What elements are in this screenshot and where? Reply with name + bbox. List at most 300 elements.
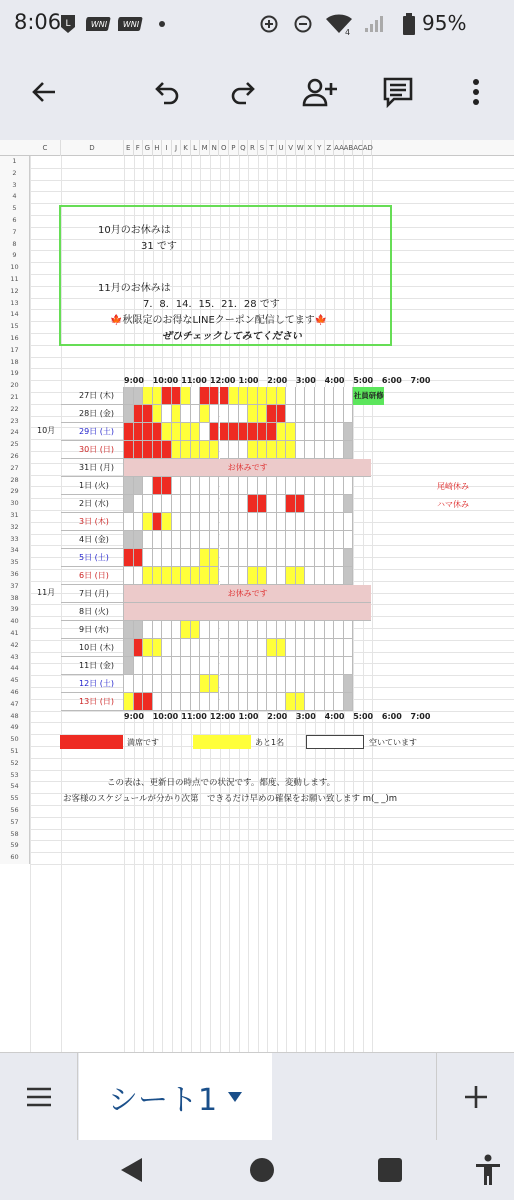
row-header[interactable]: 53 <box>0 770 30 782</box>
slot-cell[interactable] <box>248 693 258 711</box>
slot-cell[interactable] <box>162 549 172 567</box>
slot-cell[interactable] <box>124 531 134 549</box>
slot-cell[interactable] <box>200 621 210 639</box>
more-options-button[interactable] <box>454 70 498 114</box>
slot-cell[interactable] <box>162 495 172 513</box>
column-header[interactable]: Q <box>239 140 249 156</box>
slot-cell[interactable] <box>325 567 335 585</box>
slot-cell[interactable] <box>286 549 296 567</box>
column-header[interactable]: Z <box>325 140 335 156</box>
slot-cell[interactable] <box>134 657 144 675</box>
slot-cell[interactable] <box>344 405 354 423</box>
slot-cell[interactable] <box>239 657 249 675</box>
row-header[interactable]: 13 <box>0 298 30 310</box>
nav-back-button[interactable] <box>118 1156 148 1186</box>
column-header[interactable]: D <box>61 140 124 156</box>
spreadsheet-grid[interactable] <box>0 140 514 1052</box>
slot-cell[interactable] <box>172 513 182 531</box>
slot-cell[interactable] <box>191 657 201 675</box>
slot-cell[interactable] <box>286 639 296 657</box>
slot-cell[interactable] <box>315 387 325 405</box>
slot-cell[interactable] <box>200 675 210 693</box>
slot-cell[interactable] <box>258 387 268 405</box>
slot-cell[interactable] <box>277 495 287 513</box>
slot-cell[interactable] <box>296 657 306 675</box>
slot-cell[interactable] <box>248 531 258 549</box>
column-header[interactable]: K <box>181 140 191 156</box>
slot-cell[interactable] <box>134 495 144 513</box>
slot-cell[interactable] <box>267 531 277 549</box>
slot-cell[interactable] <box>191 441 201 459</box>
slot-cell[interactable] <box>124 549 134 567</box>
column-header[interactable]: P <box>229 140 239 156</box>
slot-cell[interactable] <box>305 477 315 495</box>
slot-cell[interactable] <box>181 657 191 675</box>
slot-cell[interactable] <box>267 513 277 531</box>
slot-cell[interactable] <box>210 549 220 567</box>
slot-cell[interactable] <box>229 567 239 585</box>
row-header[interactable]: 6 <box>0 215 30 227</box>
row-header[interactable]: 35 <box>0 557 30 569</box>
slot-cell[interactable] <box>220 549 230 567</box>
row-header[interactable]: 9 <box>0 250 30 262</box>
slot-cell[interactable] <box>124 621 134 639</box>
slot-cell[interactable] <box>248 567 258 585</box>
slot-cell[interactable] <box>134 405 144 423</box>
slot-cell[interactable] <box>344 441 354 459</box>
slot-cell[interactable] <box>153 387 163 405</box>
slot-cell[interactable] <box>220 657 230 675</box>
slot-cell[interactable] <box>277 621 287 639</box>
column-header[interactable]: C <box>30 140 61 156</box>
slot-cell[interactable] <box>296 639 306 657</box>
slot-cell[interactable] <box>200 477 210 495</box>
slot-cell[interactable] <box>267 549 277 567</box>
slot-cell[interactable] <box>172 657 182 675</box>
slot-cell[interactable] <box>334 441 344 459</box>
slot-cell[interactable] <box>267 693 277 711</box>
slot-cell[interactable] <box>220 639 230 657</box>
slot-cell[interactable] <box>134 639 144 657</box>
slot-cell[interactable] <box>305 639 315 657</box>
row-header[interactable]: 36 <box>0 569 30 581</box>
slot-cell[interactable] <box>200 549 210 567</box>
column-header[interactable]: Y <box>315 140 325 156</box>
column-header[interactable]: AC <box>353 140 363 156</box>
slot-cell[interactable] <box>258 405 268 423</box>
slot-cell[interactable] <box>191 387 201 405</box>
slot-cell[interactable] <box>277 477 287 495</box>
slot-cell[interactable] <box>315 693 325 711</box>
row-header[interactable]: 17 <box>0 345 30 357</box>
slot-cell[interactable] <box>305 387 315 405</box>
column-header[interactable]: AB <box>344 140 354 156</box>
slot-cell[interactable] <box>267 657 277 675</box>
column-header[interactable]: J <box>172 140 182 156</box>
slot-cell[interactable] <box>239 441 249 459</box>
slot-cell[interactable] <box>220 495 230 513</box>
slot-cell[interactable] <box>229 639 239 657</box>
slot-cell[interactable] <box>305 531 315 549</box>
slot-cell[interactable] <box>258 531 268 549</box>
slot-cell[interactable] <box>220 387 230 405</box>
slot-cell[interactable] <box>210 405 220 423</box>
slot-cell[interactable] <box>191 405 201 423</box>
slot-cell[interactable] <box>325 675 335 693</box>
slot-cell[interactable] <box>172 567 182 585</box>
slot-cell[interactable] <box>296 495 306 513</box>
slot-cell[interactable] <box>248 387 258 405</box>
slot-cell[interactable] <box>315 441 325 459</box>
slot-cell[interactable] <box>277 675 287 693</box>
slot-cell[interactable] <box>267 387 277 405</box>
row-header[interactable]: 57 <box>0 817 30 829</box>
slot-cell[interactable] <box>191 567 201 585</box>
slot-cell[interactable] <box>277 423 287 441</box>
slot-cell[interactable] <box>124 675 134 693</box>
slot-cell[interactable] <box>334 693 344 711</box>
slot-cell[interactable] <box>200 495 210 513</box>
slot-cell[interactable] <box>305 657 315 675</box>
slot-cell[interactable] <box>296 513 306 531</box>
slot-cell[interactable] <box>210 423 220 441</box>
slot-cell[interactable] <box>325 513 335 531</box>
column-header[interactable]: H <box>153 140 163 156</box>
slot-cell[interactable] <box>248 675 258 693</box>
slot-cell[interactable] <box>220 621 230 639</box>
slot-cell[interactable] <box>305 693 315 711</box>
slot-cell[interactable] <box>162 441 172 459</box>
slot-cell[interactable] <box>181 477 191 495</box>
slot-cell[interactable] <box>325 639 335 657</box>
column-header[interactable]: AD <box>363 140 373 156</box>
slot-cell[interactable] <box>143 693 153 711</box>
slot-cell[interactable] <box>296 549 306 567</box>
row-header[interactable]: 28 <box>0 475 30 487</box>
slot-cell[interactable] <box>210 495 220 513</box>
row-header[interactable]: 23 <box>0 416 30 428</box>
slot-cell[interactable] <box>334 621 344 639</box>
slot-cell[interactable] <box>172 531 182 549</box>
slot-cell[interactable] <box>267 567 277 585</box>
slot-cell[interactable] <box>239 513 249 531</box>
slot-cell[interactable] <box>181 567 191 585</box>
column-header[interactable]: T <box>267 140 277 156</box>
slot-cell[interactable] <box>258 477 268 495</box>
slot-cell[interactable] <box>200 531 210 549</box>
slot-cell[interactable] <box>134 423 144 441</box>
slot-cell[interactable] <box>210 387 220 405</box>
slot-cell[interactable] <box>153 531 163 549</box>
slot-cell[interactable] <box>315 567 325 585</box>
slot-cell[interactable] <box>181 513 191 531</box>
slot-cell[interactable] <box>172 621 182 639</box>
add-sheet-button[interactable] <box>436 1053 514 1141</box>
slot-cell[interactable] <box>296 567 306 585</box>
row-header[interactable]: 11 <box>0 274 30 286</box>
slot-cell[interactable] <box>124 495 134 513</box>
slot-cell[interactable] <box>153 549 163 567</box>
slot-cell[interactable] <box>305 549 315 567</box>
slot-cell[interactable] <box>315 531 325 549</box>
slot-cell[interactable] <box>220 405 230 423</box>
slot-cell[interactable] <box>277 639 287 657</box>
slot-cell[interactable] <box>248 495 258 513</box>
slot-cell[interactable] <box>258 675 268 693</box>
slot-cell[interactable] <box>344 657 354 675</box>
slot-cell[interactable] <box>229 387 239 405</box>
slot-cell[interactable] <box>296 441 306 459</box>
slot-cell[interactable] <box>334 549 344 567</box>
slot-cell[interactable] <box>258 441 268 459</box>
slot-cell[interactable] <box>172 639 182 657</box>
slot-cell[interactable] <box>325 657 335 675</box>
slot-cell[interactable] <box>277 567 287 585</box>
slot-cell[interactable] <box>124 513 134 531</box>
nav-home-button[interactable] <box>248 1156 278 1186</box>
slot-cell[interactable] <box>344 387 354 405</box>
slot-cell[interactable] <box>229 495 239 513</box>
slot-cell[interactable] <box>344 621 354 639</box>
slot-cell[interactable] <box>229 441 239 459</box>
slot-cell[interactable] <box>248 477 258 495</box>
slot-cell[interactable] <box>200 567 210 585</box>
slot-cell[interactable] <box>229 405 239 423</box>
row-header[interactable]: 14 <box>0 309 30 321</box>
slot-cell[interactable] <box>210 531 220 549</box>
all-sheets-button[interactable] <box>0 1053 78 1141</box>
slot-cell[interactable] <box>172 693 182 711</box>
slot-cell[interactable] <box>124 657 134 675</box>
slot-cell[interactable] <box>305 513 315 531</box>
slot-cell[interactable] <box>277 513 287 531</box>
slot-cell[interactable] <box>143 549 153 567</box>
slot-cell[interactable] <box>325 477 335 495</box>
slot-cell[interactable] <box>143 423 153 441</box>
slot-cell[interactable] <box>267 423 277 441</box>
row-header[interactable]: 10 <box>0 262 30 274</box>
slot-cell[interactable] <box>248 423 258 441</box>
row-header[interactable]: 30 <box>0 498 30 510</box>
slot-cell[interactable] <box>162 531 172 549</box>
slot-cell[interactable] <box>210 441 220 459</box>
slot-cell[interactable] <box>239 549 249 567</box>
column-header[interactable]: W <box>296 140 306 156</box>
slot-cell[interactable] <box>220 513 230 531</box>
slot-cell[interactable] <box>334 405 344 423</box>
slot-cell[interactable] <box>200 405 210 423</box>
slot-cell[interactable] <box>220 531 230 549</box>
row-header[interactable]: 8 <box>0 239 30 251</box>
slot-cell[interactable] <box>200 423 210 441</box>
column-header[interactable]: E <box>124 140 134 156</box>
column-header[interactable]: N <box>210 140 220 156</box>
slot-cell[interactable] <box>220 567 230 585</box>
row-header[interactable]: 55 <box>0 793 30 805</box>
slot-cell[interactable] <box>334 639 344 657</box>
slot-cell[interactable] <box>162 567 172 585</box>
slot-cell[interactable] <box>143 639 153 657</box>
slot-cell[interactable] <box>325 621 335 639</box>
row-header[interactable]: 5 <box>0 203 30 215</box>
slot-cell[interactable] <box>229 621 239 639</box>
slot-cell[interactable] <box>305 423 315 441</box>
row-header[interactable]: 18 <box>0 357 30 369</box>
slot-cell[interactable] <box>162 675 172 693</box>
slot-cell[interactable] <box>334 387 344 405</box>
slot-cell[interactable] <box>153 639 163 657</box>
slot-cell[interactable] <box>258 495 268 513</box>
row-header[interactable]: 50 <box>0 734 30 746</box>
slot-cell[interactable] <box>200 639 210 657</box>
slot-cell[interactable] <box>286 423 296 441</box>
slot-cell[interactable] <box>267 441 277 459</box>
slot-cell[interactable] <box>143 477 153 495</box>
column-header[interactable]: S <box>258 140 268 156</box>
row-header[interactable]: 32 <box>0 522 30 534</box>
nav-recents-button[interactable] <box>376 1156 406 1186</box>
slot-cell[interactable] <box>277 657 287 675</box>
row-header[interactable]: 52 <box>0 758 30 770</box>
slot-cell[interactable] <box>220 477 230 495</box>
slot-cell[interactable] <box>258 621 268 639</box>
row-header[interactable]: 42 <box>0 640 30 652</box>
slot-cell[interactable] <box>286 693 296 711</box>
row-header[interactable]: 7 <box>0 227 30 239</box>
row-header[interactable]: 19 <box>0 368 30 380</box>
row-header[interactable]: 24 <box>0 427 30 439</box>
slot-cell[interactable] <box>143 567 153 585</box>
row-header[interactable]: 27 <box>0 463 30 475</box>
slot-cell[interactable] <box>325 441 335 459</box>
slot-cell[interactable] <box>315 405 325 423</box>
slot-cell[interactable] <box>134 621 144 639</box>
row-header[interactable]: 49 <box>0 722 30 734</box>
slot-cell[interactable] <box>181 387 191 405</box>
slot-cell[interactable] <box>124 567 134 585</box>
slot-cell[interactable] <box>210 477 220 495</box>
slot-cell[interactable] <box>229 675 239 693</box>
column-header[interactable]: I <box>162 140 172 156</box>
slot-cell[interactable] <box>191 495 201 513</box>
slot-cell[interactable] <box>305 621 315 639</box>
row-header[interactable]: 33 <box>0 534 30 546</box>
slot-cell[interactable] <box>248 639 258 657</box>
slot-cell[interactable] <box>334 423 344 441</box>
slot-cell[interactable] <box>153 675 163 693</box>
slot-cell[interactable] <box>315 549 325 567</box>
slot-cell[interactable] <box>344 675 354 693</box>
column-header[interactable]: X <box>305 140 315 156</box>
slot-cell[interactable] <box>143 513 153 531</box>
column-header[interactable]: G <box>143 140 153 156</box>
row-header[interactable]: 58 <box>0 829 30 841</box>
slot-cell[interactable] <box>143 495 153 513</box>
slot-cell[interactable] <box>172 477 182 495</box>
slot-cell[interactable] <box>248 549 258 567</box>
slot-cell[interactable] <box>286 387 296 405</box>
slot-cell[interactable] <box>162 639 172 657</box>
slot-cell[interactable] <box>344 567 354 585</box>
column-header[interactable]: L <box>191 140 201 156</box>
slot-cell[interactable] <box>258 567 268 585</box>
row-header[interactable]: 40 <box>0 616 30 628</box>
slot-cell[interactable] <box>134 387 144 405</box>
slot-cell[interactable] <box>267 405 277 423</box>
slot-cell[interactable] <box>134 531 144 549</box>
row-header[interactable]: 47 <box>0 699 30 711</box>
slot-cell[interactable] <box>277 405 287 423</box>
slot-cell[interactable] <box>248 621 258 639</box>
slot-cell[interactable] <box>191 477 201 495</box>
slot-cell[interactable] <box>162 387 172 405</box>
slot-cell[interactable] <box>181 693 191 711</box>
slot-cell[interactable] <box>315 423 325 441</box>
slot-cell[interactable] <box>181 639 191 657</box>
row-header[interactable]: 56 <box>0 805 30 817</box>
slot-cell[interactable] <box>344 693 354 711</box>
slot-cell[interactable] <box>143 405 153 423</box>
redo-button[interactable] <box>220 70 264 114</box>
column-header[interactable]: O <box>220 140 230 156</box>
slot-cell[interactable] <box>153 477 163 495</box>
back-button[interactable] <box>22 70 66 114</box>
slot-cell[interactable] <box>210 513 220 531</box>
column-header[interactable]: F <box>134 140 144 156</box>
slot-cell[interactable] <box>286 621 296 639</box>
slot-cell[interactable] <box>305 675 315 693</box>
slot-cell[interactable] <box>267 675 277 693</box>
slot-cell[interactable] <box>124 639 134 657</box>
slot-cell[interactable] <box>210 639 220 657</box>
slot-cell[interactable] <box>305 441 315 459</box>
slot-cell[interactable] <box>286 477 296 495</box>
row-header[interactable]: 46 <box>0 687 30 699</box>
slot-cell[interactable] <box>296 621 306 639</box>
slot-cell[interactable] <box>248 513 258 531</box>
slot-cell[interactable] <box>153 621 163 639</box>
slot-cell[interactable] <box>210 567 220 585</box>
slot-cell[interactable] <box>172 387 182 405</box>
row-header[interactable]: 1 <box>0 156 30 168</box>
column-header[interactable]: U <box>277 140 287 156</box>
row-header[interactable]: 45 <box>0 675 30 687</box>
slot-cell[interactable] <box>200 387 210 405</box>
slot-cell[interactable] <box>325 495 335 513</box>
slot-cell[interactable] <box>124 441 134 459</box>
slot-cell[interactable] <box>334 531 344 549</box>
slot-cell[interactable] <box>267 495 277 513</box>
slot-cell[interactable] <box>153 513 163 531</box>
slot-cell[interactable] <box>277 387 287 405</box>
column-header[interactable]: AA <box>334 140 344 156</box>
slot-cell[interactable] <box>239 675 249 693</box>
slot-cell[interactable] <box>124 405 134 423</box>
slot-cell[interactable] <box>315 621 325 639</box>
slot-cell[interactable] <box>181 675 191 693</box>
slot-cell[interactable] <box>258 549 268 567</box>
row-header[interactable]: 60 <box>0 852 30 864</box>
slot-cell[interactable] <box>153 405 163 423</box>
slot-cell[interactable] <box>239 495 249 513</box>
slot-cell[interactable] <box>286 567 296 585</box>
row-header[interactable]: 2 <box>0 168 30 180</box>
slot-cell[interactable] <box>181 441 191 459</box>
slot-cell[interactable] <box>143 621 153 639</box>
slot-cell[interactable] <box>220 675 230 693</box>
row-header[interactable]: 15 <box>0 321 30 333</box>
slot-cell[interactable] <box>286 531 296 549</box>
